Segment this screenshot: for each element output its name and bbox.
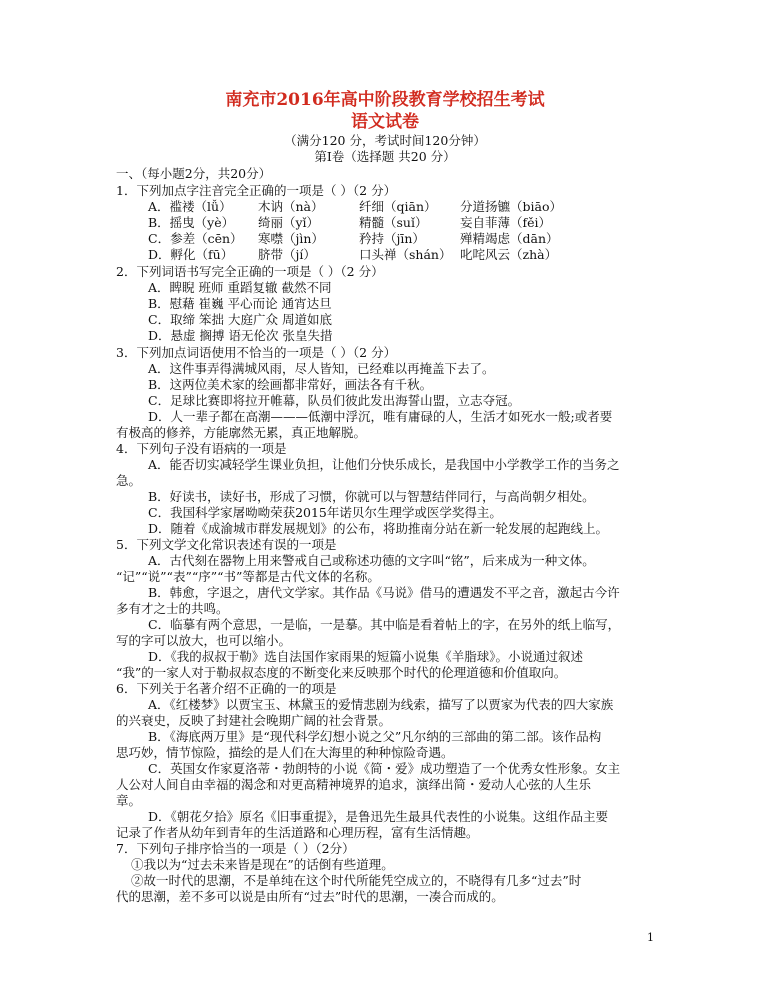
question-6-option-b-cont: 思巧妙，情节惊险，描绘的是人们在大海里的种种惊险奇遇。	[116, 745, 454, 760]
option-cell: 口头禅（shán）	[359, 247, 452, 262]
question-3-option-d: D．人一辈子都在高潮———低潮中浮沉，唯有庸碌的人，生活才如死水一般;或者要	[148, 409, 613, 424]
option-cell: A．褴褛（lǚ）	[148, 199, 232, 214]
question-7-sentence-2: ②故一时代的思潮，不是单纯在这个时代所能凭空成立的，不晓得有几多“过去”时	[131, 873, 582, 888]
question-4-option-b: B．好读书，读好书，形成了习惯，你就可以与智慧结伴同行，与高尚朝夕相处。	[148, 489, 595, 504]
question-6-option-d-cont: 记录了作者从幼年到青年的生活道路和心理历程，富有生活情趣。	[116, 825, 479, 840]
question-6-option-c-cont2: 章。	[116, 793, 142, 808]
option-cell: B．摇曳（yè）	[148, 215, 235, 230]
option-cell: 精髓（suǐ）	[359, 215, 428, 230]
question-5-option-a: A．古代刻在器物上用来警戒自己或称述功德的文字叫“铭”，后来成为一种文体。	[148, 553, 595, 568]
question-2-stem: 2．下列词语书写完全正确的一项是（ ）（2 分）	[116, 264, 384, 279]
option-cell: 脐带（jí）	[258, 247, 316, 262]
option-cell: 寒噤（jìn）	[258, 231, 324, 246]
option-cell: C．参差（cēn）	[148, 231, 243, 246]
option-cell: 叱咤风云（zhà）	[460, 247, 558, 262]
option-cell: 纤细（qiān）	[359, 199, 437, 214]
volume-heading: 第Ⅰ卷（选择题 共20 分）	[314, 149, 456, 164]
question-4-option-a: A．能否切实减轻学生课业负担，让他们分快乐成长，是我国中小学教学工作的当务之	[148, 457, 620, 472]
question-6-option-c-cont: 人公对人间自由幸福的渴念和对更高精神境界的追求，演绎出简・爱动人心弦的人生乐	[116, 777, 592, 792]
option-cell: 木讷（nà）	[258, 199, 324, 214]
question-2-option-c: C．取缔 笨拙 大庭广众 周道如底	[148, 312, 332, 327]
question-6-stem: 6．下列关于名著介绍不正确的一的项是	[116, 681, 337, 696]
question-4-option-a-cont: 急。	[116, 473, 142, 488]
question-3-stem: 3．下列加点词语使用不恰当的一项是（ ）（2 分）	[116, 345, 397, 360]
option-cell: 妄自菲薄（fěi）	[460, 215, 552, 230]
option-cell: 分道扬镳（biāo）	[460, 199, 562, 214]
question-7-sentence-2-cont: 代的思潮，差不多可以说是由所有“过去”时代的思潮，一凑合而成的。	[116, 889, 504, 904]
question-6-option-a: A．《红楼梦》以贾宝玉、林黛玉的爱情悲剧为线索，描写了以贾家为代表的四大家族	[148, 697, 614, 712]
question-3-option-b: B．这两位美术家的绘画都非常好，画法各有千秋。	[148, 377, 433, 392]
question-5-stem: 5．下列文学文化常识表述有误的一项是	[116, 537, 337, 552]
question-4-option-c: C．我国科学家屠呦呦荣获2015年诺贝尔生理学或医学奖得主。	[148, 505, 502, 520]
question-2-option-a: A．睥睨 班师 重蹈复辙 截然不同	[148, 280, 332, 295]
option-cell: D．孵化（fū）	[148, 247, 234, 262]
question-6-option-b: B．《海底两万里》是“现代科学幻想小说之父”凡尔纳的三部曲的第二部。该作品构	[148, 729, 602, 744]
question-2-option-b: B．慰藉 崔巍 平心而论 通宵达旦	[148, 296, 332, 311]
question-6-option-a-cont: 的兴衰史，反映了封建社会晚期广阔的社会背景。	[116, 713, 392, 728]
exam-info: （满分120 分，考试时间120分钟）	[284, 133, 486, 148]
page-number: 1	[647, 931, 654, 944]
option-cell: 矜持（jīn）	[359, 231, 425, 246]
question-7-stem: 7．下列句子排序恰当的一项是（ ）（2分）	[116, 841, 355, 856]
option-cell: 殚精竭虑（dān）	[460, 231, 559, 246]
section-heading: 一、（每小题2分，共20分）	[116, 166, 272, 181]
question-6-option-c: C．英国女作家夏洛蒂・勃朗特的小说《简・爱》成功塑造了一个优秀女性形象。女主	[148, 761, 621, 776]
question-3-option-a: A．这件事弄得满城风雨，尽人皆知，已经难以再掩盖下去了。	[148, 361, 495, 376]
question-3-option-d-cont: 有极高的修养，方能廓然无累，真正地解脱。	[116, 425, 367, 440]
question-6-option-d: D．《朝花夕拾》原名《旧事重提》，是鲁迅先生最具代表性的小说集。这组作品主要	[148, 809, 609, 824]
exam-subtitle: 语文试卷	[351, 112, 419, 132]
question-1-stem: 1．下列加点字注音完全正确的一项是（ ）（2 分）	[116, 183, 397, 198]
question-5-option-a-cont: “记”“说”“表”“序”“书”等都是古代文体的名称。	[116, 569, 380, 584]
question-5-option-b: B．韩愈，字退之，唐代文学家。其作品《马说》借马的遭遇发不平之音，激起古今许	[148, 585, 620, 600]
exam-title: 南充市2016年高中阶段教育学校招生考试	[225, 90, 545, 110]
question-5-option-d-cont: “我”的一家人对于勒叔叔态度的不断变化来反映那个时代的伦理道德和价值取向。	[116, 665, 567, 680]
question-5-option-c: C．临摹有两个意思，一是临，一是摹。其中临是看着帖上的字，在另外的纸上临写，	[148, 617, 621, 632]
question-4-stem: 4．下列句子没有语病的一项是	[116, 441, 287, 456]
question-5-option-c-cont: 写的字可以放大，也可以缩小。	[116, 633, 292, 648]
question-3-option-c: C．足球比赛即将拉开帷幕，队员们彼此发出海誓山盟，立志夺冠。	[148, 393, 521, 408]
question-5-option-b-cont: 多有才之士的共鸣。	[116, 601, 229, 616]
question-2-option-d: D．悬虚 搁搏 语无伦次 张皇失措	[148, 328, 333, 343]
question-7-sentence-1: ①我以为“过去未来皆是现在”的话倒有些道理。	[131, 857, 394, 872]
option-cell: 绮丽（yǐ）	[258, 215, 320, 230]
question-4-option-d: D．随着《成渝城市群发展规划》的公布，将助推南分站在新一轮发展的起跑线上。	[148, 521, 609, 536]
question-5-option-d: D．《我的叔叔于勒》选自法国作家雨果的短篇小说集《羊脂球》。小说通过叙述	[148, 649, 584, 664]
